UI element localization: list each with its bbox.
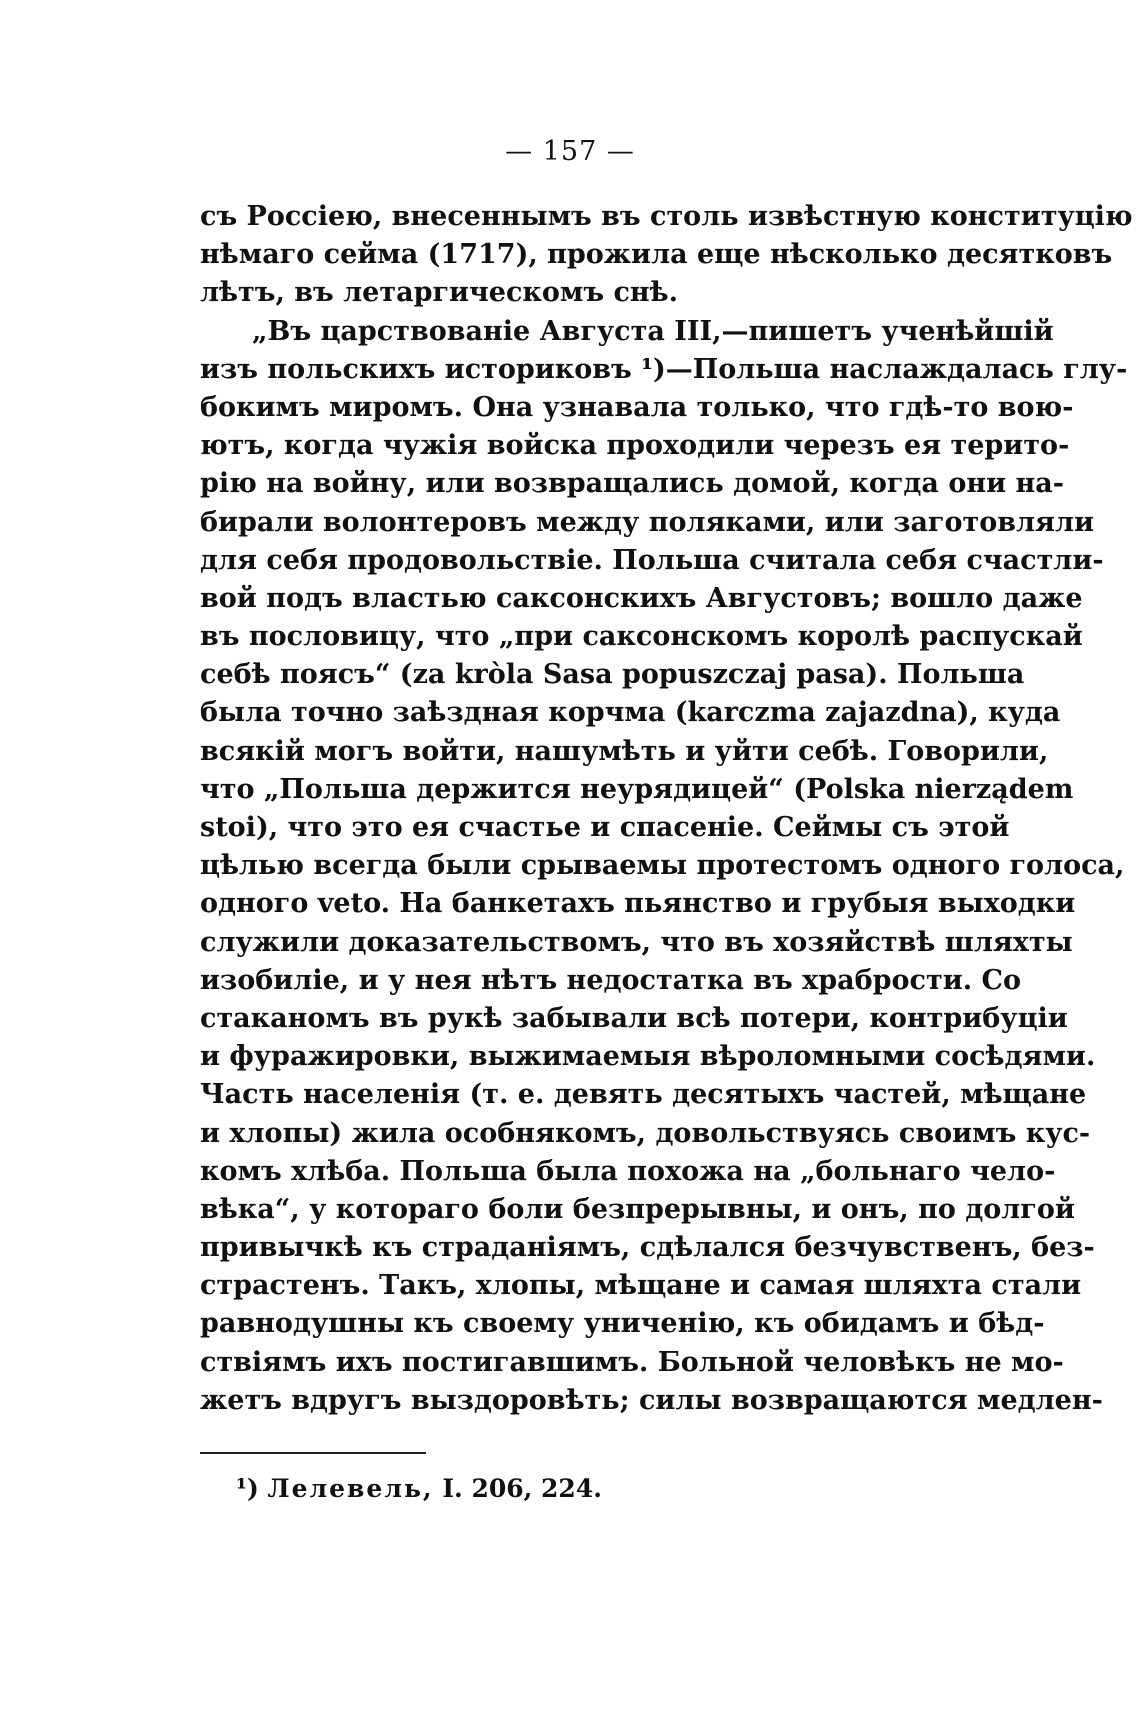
text-line: бирали волонтеровъ между поляками, или заготовляли xyxy=(200,506,1095,538)
text-line: вѣка“, у котораго боли безпрерывны, и онъ, по долгой xyxy=(200,1193,1075,1225)
text-line: равнодушны къ своему униченію, къ обидамъ и бѣд- xyxy=(200,1308,1045,1340)
footnote xyxy=(236,1474,602,1503)
text-line: и хлопы) жила особнякомъ, довольствуясь своимъ кус- xyxy=(200,1117,1091,1149)
text-line: въ пословицу, что „при саксонскомъ королѣ распускай xyxy=(200,621,1083,653)
footnote-author: Лелевель, xyxy=(267,1474,434,1503)
text-line: рію на войну, или возвращались домой, когда они на- xyxy=(200,468,1064,500)
text-line: комъ хлѣба. Польша была похожа на „больнаго чело- xyxy=(200,1155,1056,1187)
text-line: была точно заѣздная корчма (karczma zajazdna), куда xyxy=(200,697,1061,729)
text-line: нѣмаго сейма (1717), прожила еще нѣсколько десятковъ xyxy=(200,239,1113,271)
footnote-marker: ¹) xyxy=(236,1474,259,1503)
text-line: стаканомъ въ рукѣ забывали всѣ потери, контрибуціи xyxy=(200,1002,1068,1034)
text-line: бокимъ миромъ. Она узнавала только, что гдѣ-то вою- xyxy=(200,391,1074,423)
text-line: себѣ поясъ“ (za kròla Sasa popuszczaj pasa). Польша xyxy=(200,659,1025,691)
text-line: для себя продовольствіе. Польша считала себя счастли- xyxy=(200,544,1104,576)
body-text xyxy=(200,198,1133,1420)
text-line: stoi), что это ея счастье и спасеніе. Сеймы съ этой xyxy=(200,812,1010,843)
text-line: лѣтъ, въ летаргическомъ снѣ. xyxy=(200,277,679,309)
text-line: всякій могъ войти, нашумѣть и уйти себѣ. Говорили, xyxy=(200,735,1049,767)
text-line: одного veto. На банкетахъ пьянство и грубыя выходки xyxy=(200,888,1076,920)
text-line: съ Россіею, внесеннымъ въ столь извѣстную конституцію xyxy=(200,201,1133,232)
text-line: служили доказательствомъ, что въ хозяйствѣ шляхты xyxy=(200,926,1073,958)
text-line: Часть населенія (т. е. девять десятыхъ частей, мѣщане xyxy=(200,1079,1087,1111)
text-line: и фуражировки, выжимаемыя вѣроломными сосѣдями. xyxy=(200,1041,1096,1073)
text-line: ствіямъ ихъ постигавшимъ. Больной человѣкъ не мо- xyxy=(200,1346,1064,1378)
text-line: цѣлью всегда были срываемы протестомъ одного голоса, xyxy=(200,850,1125,882)
text-line: изъ польскихъ историковъ ¹)—Польша наслаждалась глу- xyxy=(200,353,1128,385)
text-line: привычкѣ къ страданіямъ, сдѣлался безчувственъ, без- xyxy=(200,1232,1095,1264)
footnote-reference: I. 206, 224. xyxy=(442,1474,602,1503)
text-line: что „Польша держится неурядицей“ (Polska nierządem xyxy=(200,773,1074,805)
text-line: вой подъ властью саксонскихъ Августовъ; вошло даже xyxy=(200,582,1083,614)
page-number: — 157 — xyxy=(505,136,635,167)
text-line: страстенъ. Такъ, хлопы, мѣщане и самая шляхта стали xyxy=(200,1270,1082,1302)
text-line: жетъ вдругъ выздоровѣть; силы возвращаются медлен- xyxy=(200,1384,1103,1416)
text-line: „Въ царствованіе Августа III,—пишетъ ученѣйшій xyxy=(252,315,1054,347)
text-line: ютъ, когда чужія войска проходили черезъ ея терито- xyxy=(200,430,1070,462)
text-line: изобиліе, и у нея нѣтъ недостатка въ храбрости. Со xyxy=(200,964,1022,996)
footnote-rule xyxy=(200,1452,426,1454)
